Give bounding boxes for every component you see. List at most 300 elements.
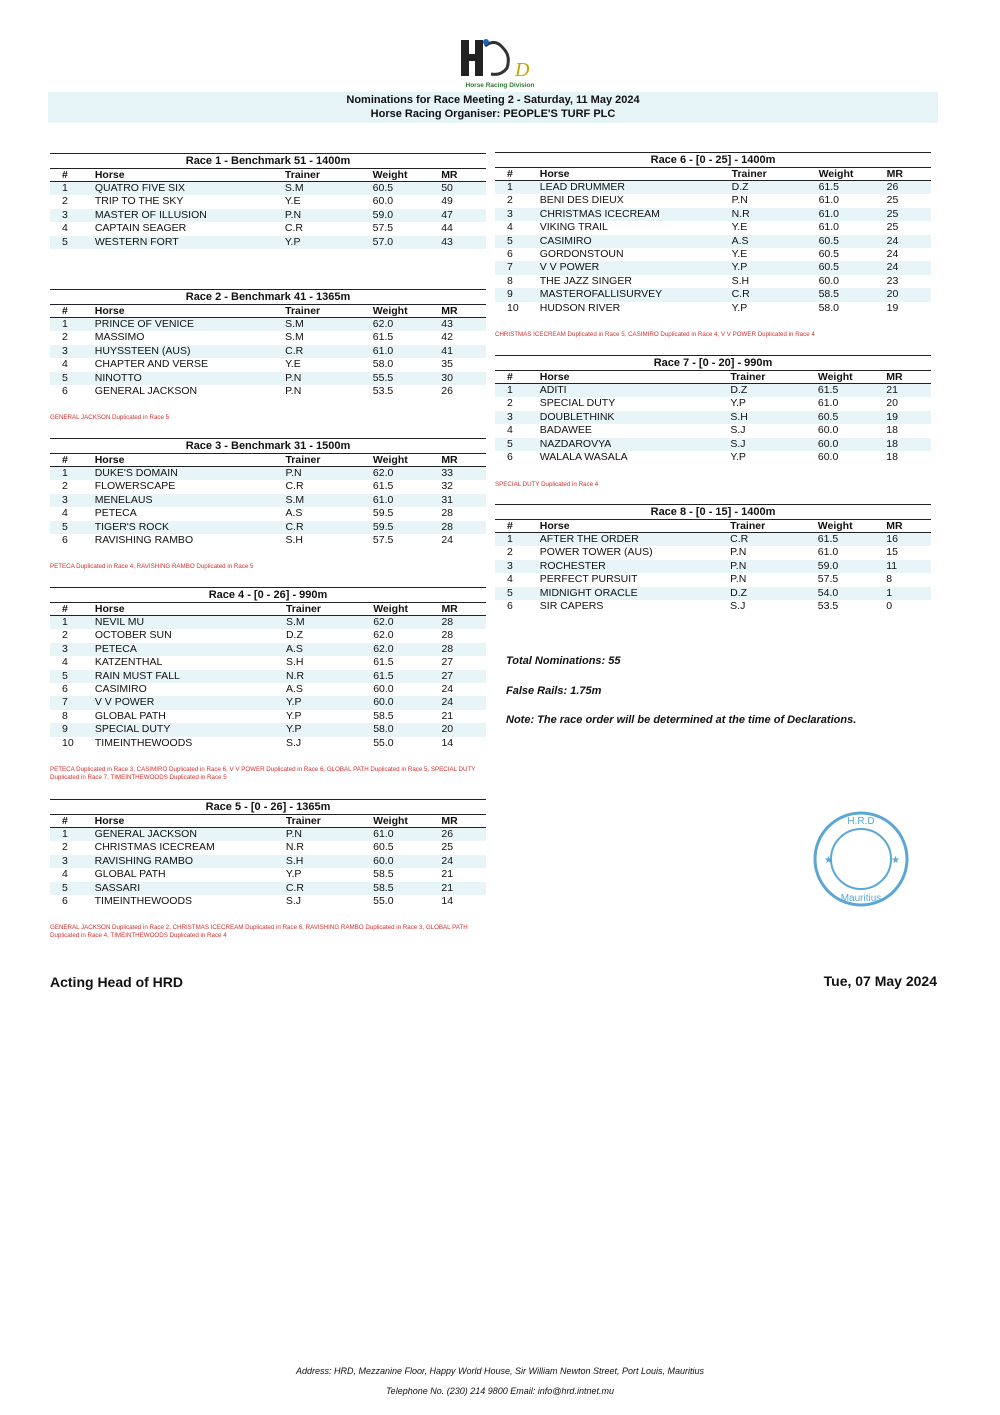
trainer-code: A.S — [285, 507, 303, 520]
entry-number: 3 — [50, 643, 95, 656]
mr-value: 0 — [886, 600, 893, 613]
horse-name: ROCHESTER — [540, 560, 730, 573]
weight-value: 60.0 — [372, 195, 394, 208]
table-row — [50, 723, 486, 736]
trainer-code: A.S — [285, 683, 303, 696]
col-horse: Horse — [540, 371, 731, 384]
mr-value: 43 — [441, 236, 486, 249]
header-line-1: Nominations for Race Meeting 2 - Saturday, 11 May 2024 — [346, 94, 640, 106]
entry-number: 2 — [507, 546, 513, 559]
race-4-table — [50, 587, 486, 750]
trainer-code: C.R — [730, 533, 818, 547]
trainer-code: P.N — [285, 467, 372, 481]
trainer-code: P.N — [730, 573, 747, 586]
mr-value: 24 — [441, 855, 486, 868]
entry-number: 6 — [62, 683, 68, 696]
mr-value: 14 — [441, 736, 454, 749]
horse-logo-icon — [455, 36, 545, 82]
trainer-code: P.N — [730, 546, 747, 559]
trainer-code: C.R — [732, 288, 819, 301]
entry-number: 3 — [50, 494, 95, 507]
table-row — [495, 302, 931, 315]
table-row — [50, 895, 486, 908]
col-weight: Weight — [373, 454, 441, 467]
weight-value: 60.0 — [373, 683, 394, 696]
mr-value: 42 — [441, 331, 453, 344]
mr-value: 30 — [441, 372, 486, 385]
table-row — [495, 221, 931, 234]
col-weight: Weight — [373, 169, 442, 182]
weight-value: 60.0 — [818, 274, 840, 287]
weight-value: 60.0 — [817, 424, 839, 437]
trainer-code: S.H — [731, 274, 750, 287]
mr-value: 24 — [441, 696, 486, 709]
entry-number: 10 — [62, 736, 74, 749]
horse-name: WALALA WASALA — [539, 451, 628, 464]
trainer-code: S.M — [285, 318, 373, 332]
horse-name: WESTERN FORT — [95, 236, 285, 249]
entry-number: 3 — [50, 855, 95, 868]
horse-name: BADAWEE — [539, 424, 592, 437]
mr-value: 25 — [887, 208, 931, 221]
table-row — [50, 372, 486, 385]
trainer-code: C.R — [286, 882, 373, 895]
race-title: Race 1 - Benchmark 51 - 1400m — [50, 153, 486, 169]
weight-value: 61.0 — [373, 345, 441, 358]
col-num: # — [50, 454, 95, 467]
mr-value: 24 — [441, 534, 453, 547]
race-title: Race 6 - [0 - 25] - 1400m — [495, 152, 931, 168]
weight-value: 53.5 — [817, 600, 839, 613]
col-mr: MR — [887, 168, 931, 181]
entry-number: 8 — [507, 274, 513, 287]
total-nominations: Total Nominations: 55 — [506, 655, 621, 667]
weight-value: 60.5 — [818, 411, 886, 424]
horse-name: CASIMIRO — [94, 683, 147, 696]
mr-value: 49 — [441, 195, 453, 208]
mr-value: 25 — [441, 841, 454, 854]
horse-name: PETECA — [95, 643, 286, 656]
race-7-note: SPECIAL DUTY Duplicated in Race 4 — [495, 481, 599, 488]
race-title: Race 5 - [0 - 26] - 1365m — [50, 799, 486, 815]
mr-value: 24 — [887, 261, 931, 274]
entry-number: 1 — [495, 533, 540, 547]
mr-value: 16 — [886, 533, 931, 547]
horse-name: HUDSON RIVER — [539, 301, 621, 314]
trainer-code: D.Z — [730, 587, 818, 600]
table-row — [495, 235, 931, 248]
entry-number: 7 — [495, 261, 540, 274]
col-trainer: Trainer — [285, 169, 373, 182]
trainer-code: D.Z — [285, 629, 303, 642]
mr-value: 32 — [441, 480, 453, 493]
race-1-table — [50, 153, 486, 249]
table-row — [495, 194, 931, 207]
trainer-code: C.R — [285, 345, 373, 358]
trainer-code: P.N — [731, 194, 748, 207]
hrd-logo — [455, 36, 545, 92]
horse-name: V V POWER — [95, 696, 286, 709]
horse-name: POWER TOWER (AUS) — [539, 546, 653, 559]
weight-value: 60.0 — [818, 438, 886, 451]
trainer-code: Y.P — [285, 236, 373, 249]
race-title: Race 3 - Benchmark 31 - 1500m — [50, 438, 486, 454]
mr-value: 18 — [886, 438, 931, 451]
trainer-code: S.J — [285, 895, 301, 908]
entry-number: 2 — [62, 195, 68, 208]
weight-value: 57.5 — [817, 573, 839, 586]
table-row — [50, 507, 486, 520]
mr-value: 19 — [886, 411, 931, 424]
horse-name: CAPTAIN SEAGER — [94, 222, 187, 235]
race-title: Race 7 - [0 - 20] - 990m — [495, 355, 931, 371]
weight-value: 61.0 — [817, 397, 839, 410]
trainer-code: S.M — [286, 616, 373, 630]
horse-name: RAVISHING RAMBO — [95, 855, 286, 868]
table-row — [50, 616, 486, 630]
contact-line: Telephone No. (230) 214 9800 Email: info@hrd.intnet.mu — [386, 1386, 614, 1396]
table-row — [50, 670, 486, 683]
table-row — [495, 573, 931, 586]
horse-name: MASTER OF ILLUSION — [95, 209, 285, 222]
star-icon: ★ — [891, 855, 900, 866]
stamp-seal-icon — [812, 810, 910, 908]
horse-name: MASSIMO — [94, 331, 145, 344]
signatory-title: Acting Head of HRD — [50, 974, 183, 990]
col-num: # — [50, 815, 95, 828]
col-mr: MR — [441, 454, 486, 467]
weight-value: 61.0 — [817, 546, 839, 559]
entry-number: 4 — [62, 507, 68, 520]
entry-number: 4 — [507, 424, 513, 437]
table-row — [495, 411, 931, 424]
table-row — [50, 656, 486, 669]
trainer-code: S.J — [730, 438, 818, 451]
trainer-code: D.Z — [732, 181, 819, 195]
col-trainer: Trainer — [285, 305, 373, 318]
trainer-code: Y.P — [730, 397, 746, 410]
horse-name: V V POWER — [540, 261, 732, 274]
table-row — [495, 587, 931, 600]
hrd-stamp — [812, 810, 910, 908]
horse-name: SPECIAL DUTY — [539, 397, 616, 410]
table-row — [50, 855, 486, 868]
table-row — [50, 494, 486, 507]
table-row — [50, 467, 486, 481]
trainer-code: Y.P — [731, 301, 748, 314]
table-header-row — [50, 454, 486, 467]
trainer-code: A.S — [286, 643, 373, 656]
false-rails: False Rails: 1.75m — [506, 685, 602, 697]
table-header-row — [495, 371, 931, 384]
horse-name: CHRISTMAS ICECREAM — [540, 208, 732, 221]
horse-name: RAVISHING RAMBO — [94, 534, 194, 547]
horse-name: CASIMIRO — [540, 235, 732, 248]
horse-name: HUYSSTEEN (AUS) — [95, 345, 285, 358]
entry-number: 7 — [50, 696, 95, 709]
mr-value: 26 — [441, 385, 453, 398]
entry-number: 5 — [50, 372, 95, 385]
horse-name: GENERAL JACKSON — [94, 385, 198, 398]
horse-name: AFTER THE ORDER — [540, 533, 730, 547]
entry-number: 3 — [495, 208, 540, 221]
horse-name: RAIN MUST FALL — [95, 670, 286, 683]
entry-number: 1 — [495, 181, 540, 195]
weight-value: 61.0 — [818, 221, 840, 234]
entry-number: 4 — [62, 868, 68, 881]
entry-number: 5 — [495, 438, 540, 451]
weight-value: 62.0 — [373, 629, 394, 642]
table-header-row — [495, 168, 931, 181]
col-weight: Weight — [373, 603, 441, 616]
col-horse: Horse — [95, 603, 286, 616]
col-horse: Horse — [95, 169, 285, 182]
entry-number: 4 — [507, 573, 513, 586]
entry-number: 2 — [62, 629, 68, 642]
col-num: # — [495, 371, 540, 384]
table-row — [50, 345, 486, 358]
mr-value: 20 — [886, 397, 898, 410]
table-header-row — [50, 169, 486, 182]
entry-number: 2 — [507, 194, 513, 207]
trainer-code: C.R — [285, 480, 304, 493]
table-row — [50, 868, 486, 881]
trainer-code: P.N — [286, 828, 373, 842]
mr-value: 50 — [441, 182, 486, 196]
horse-name: TIGER'S ROCK — [95, 521, 286, 534]
race-7-table — [495, 355, 931, 464]
trainer-code: N.R — [285, 841, 304, 854]
horse-name: NAZDAROVYA — [540, 438, 731, 451]
mr-value: 21 — [886, 384, 931, 398]
race-2-table — [50, 289, 486, 398]
table-row — [50, 828, 486, 842]
trainer-code: S.H — [286, 855, 373, 868]
weight-value: 53.5 — [372, 385, 394, 398]
weight-value: 60.5 — [373, 182, 442, 196]
horse-name: PRINCE OF VENICE — [95, 318, 285, 332]
weight-value: 61.5 — [372, 331, 394, 344]
entry-number: 5 — [50, 236, 95, 249]
table-row — [495, 261, 931, 274]
nominations-table — [50, 305, 486, 398]
weight-value: 62.0 — [373, 643, 441, 656]
table-row — [495, 600, 931, 613]
horse-name: TRIP TO THE SKY — [94, 195, 184, 208]
table-row — [495, 424, 931, 437]
mr-value: 26 — [441, 828, 486, 842]
horse-name: LEAD DRUMMER — [540, 181, 732, 195]
mr-value: 21 — [441, 882, 486, 895]
mr-value: 1 — [886, 587, 931, 600]
table-row — [495, 533, 931, 547]
col-mr: MR — [886, 520, 931, 533]
col-horse: Horse — [540, 168, 732, 181]
horse-name: SPECIAL DUTY — [95, 723, 286, 736]
col-horse: Horse — [95, 454, 286, 467]
col-mr: MR — [441, 305, 486, 318]
trainer-code: N.R — [286, 670, 373, 683]
entry-number: 3 — [495, 411, 540, 424]
col-weight: Weight — [373, 305, 441, 318]
trainer-code: Y.E — [731, 248, 748, 261]
race-5-note: GENERAL JACKSON Duplicated in Race 2, CHRISTMAS ICECREAM Duplicated in Race 6, RAVISHING RAMBO Duplicated in Race 3, GLOBAL PATH Duplicated in Race 4, TIMEINTHEWOODS Duplicated in Race 4 — [50, 924, 468, 939]
horse-name: NINOTTO — [95, 372, 285, 385]
mr-value: 26 — [887, 181, 931, 195]
nominations-table — [495, 371, 931, 464]
horse-name: MASTEROFALLISURVEY — [540, 288, 732, 301]
entry-number: 2 — [62, 331, 68, 344]
entry-number: 4 — [507, 221, 513, 234]
col-weight: Weight — [373, 815, 441, 828]
weight-value: 60.0 — [373, 855, 441, 868]
trainer-code: S.J — [730, 600, 746, 613]
weight-value: 60.5 — [818, 248, 840, 261]
entry-number: 5 — [495, 587, 540, 600]
entry-number: 1 — [50, 616, 95, 630]
mr-value: 31 — [441, 494, 486, 507]
table-row — [50, 358, 486, 371]
weight-value: 61.5 — [818, 384, 886, 398]
weight-value: 59.5 — [373, 521, 441, 534]
weight-value: 57.0 — [373, 236, 442, 249]
mr-value: 18 — [886, 451, 898, 464]
col-trainer: Trainer — [730, 520, 818, 533]
trainer-code: P.N — [285, 372, 373, 385]
mr-value: 23 — [886, 274, 899, 287]
weight-value: 61.5 — [373, 670, 441, 683]
col-num: # — [50, 305, 95, 318]
svg-text:D: D — [515, 59, 530, 81]
table-row — [495, 181, 931, 195]
horse-name: SIR CAPERS — [539, 600, 604, 613]
weight-value: 61.0 — [818, 194, 840, 207]
horse-name: GLOBAL PATH — [94, 709, 166, 722]
horse-name: QUATRO FIVE SIX — [95, 182, 285, 196]
weight-value: 61.0 — [373, 828, 441, 842]
table-row — [50, 841, 486, 854]
race-5-table — [50, 799, 486, 908]
horse-name: MIDNIGHT ORACLE — [540, 587, 730, 600]
horse-name: CHRISTMAS ICECREAM — [94, 841, 215, 854]
entry-number: 5 — [50, 882, 95, 895]
col-num: # — [495, 520, 540, 533]
table-row — [495, 546, 931, 559]
table-row — [495, 438, 931, 451]
table-row — [50, 521, 486, 534]
table-row — [50, 480, 486, 493]
entry-number: 1 — [50, 182, 95, 196]
weight-value: 59.0 — [373, 209, 442, 222]
trainer-code: D.Z — [730, 384, 818, 398]
mr-value: 28 — [441, 643, 486, 656]
entry-number: 2 — [62, 841, 68, 854]
mr-value: 43 — [441, 318, 486, 332]
trainer-code: P.N — [730, 560, 818, 573]
table-row — [495, 208, 931, 221]
mr-value: 18 — [886, 424, 898, 437]
horse-name: GORDONSTOUN — [539, 248, 624, 261]
horse-name: KATZENTHAL — [94, 656, 163, 669]
weight-value: 61.5 — [819, 181, 887, 195]
weight-value: 58.5 — [373, 882, 441, 895]
table-row — [50, 696, 486, 709]
stamp-bottom-text: Mauritius — [840, 893, 882, 904]
entry-number: 4 — [62, 222, 68, 235]
table-row — [50, 737, 486, 750]
weight-value: 55.0 — [373, 895, 394, 908]
race-6-note: CHRISTMAS ICECREAM Duplicated in Race 5, CASIMIRO Duplicated in Race 4, V V POWER Duplicated in Race 4 — [495, 331, 815, 338]
trainer-code: Y.P — [732, 261, 819, 274]
mr-value: 14 — [441, 895, 454, 908]
entry-number: 8 — [62, 709, 68, 722]
horse-name: FLOWERSCAPE — [94, 480, 176, 493]
entry-number: 6 — [62, 385, 68, 398]
mr-value: 47 — [441, 209, 486, 222]
race-title: Race 8 - [0 - 15] - 1400m — [495, 504, 931, 520]
weight-value: 58.0 — [373, 723, 441, 736]
trainer-code: P.N — [285, 385, 302, 398]
trainer-code: C.R — [285, 521, 372, 534]
mr-value: 28 — [441, 507, 453, 520]
entry-number: 6 — [507, 600, 513, 613]
entry-number: 9 — [50, 723, 95, 736]
mr-value: 33 — [441, 467, 486, 481]
trainer-code: Y.P — [286, 723, 373, 736]
weight-value: 58.5 — [373, 709, 394, 722]
col-trainer: Trainer — [285, 454, 372, 467]
nominations-table — [50, 454, 486, 547]
col-trainer: Trainer — [286, 815, 373, 828]
entry-number: 5 — [495, 235, 540, 248]
race-3-note: PETECA Duplicated in Race 4, RAVISHING RAMBO Duplicated in Race 5 — [50, 563, 254, 570]
mr-value: 41 — [441, 345, 486, 358]
table-header-row — [50, 603, 486, 616]
entry-number: 6 — [507, 451, 513, 464]
col-weight: Weight — [819, 168, 887, 181]
mr-value: 28 — [441, 616, 486, 630]
race-8-table — [495, 504, 931, 613]
trainer-code: S.J — [285, 736, 302, 749]
table-row — [495, 248, 931, 261]
entry-number: 2 — [507, 397, 513, 410]
table-row — [50, 222, 486, 235]
col-trainer: Trainer — [730, 371, 818, 384]
horse-name: NEVIL MU — [95, 616, 286, 630]
mr-value: 8 — [886, 573, 893, 586]
weight-value: 54.0 — [818, 587, 886, 600]
table-row — [50, 629, 486, 642]
mr-value: 21 — [441, 868, 454, 881]
horse-name: OCTOBER SUN — [94, 629, 172, 642]
mr-value: 24 — [441, 683, 454, 696]
table-row — [50, 683, 486, 696]
entry-number: 6 — [62, 895, 68, 908]
mr-value: 35 — [441, 358, 453, 371]
logo-org-name: Horse Racing Division — [465, 82, 535, 89]
entry-number: 5 — [50, 521, 95, 534]
entry-number: 6 — [62, 534, 68, 547]
mr-value: 21 — [441, 709, 454, 722]
weight-value: 62.0 — [373, 467, 441, 481]
weight-value: 59.5 — [372, 507, 394, 520]
weight-value: 60.5 — [819, 261, 887, 274]
weight-value: 60.0 — [817, 451, 839, 464]
weight-value: 60.5 — [373, 841, 394, 854]
col-trainer: Trainer — [286, 603, 373, 616]
table-header-row — [50, 815, 486, 828]
table-row — [50, 331, 486, 344]
